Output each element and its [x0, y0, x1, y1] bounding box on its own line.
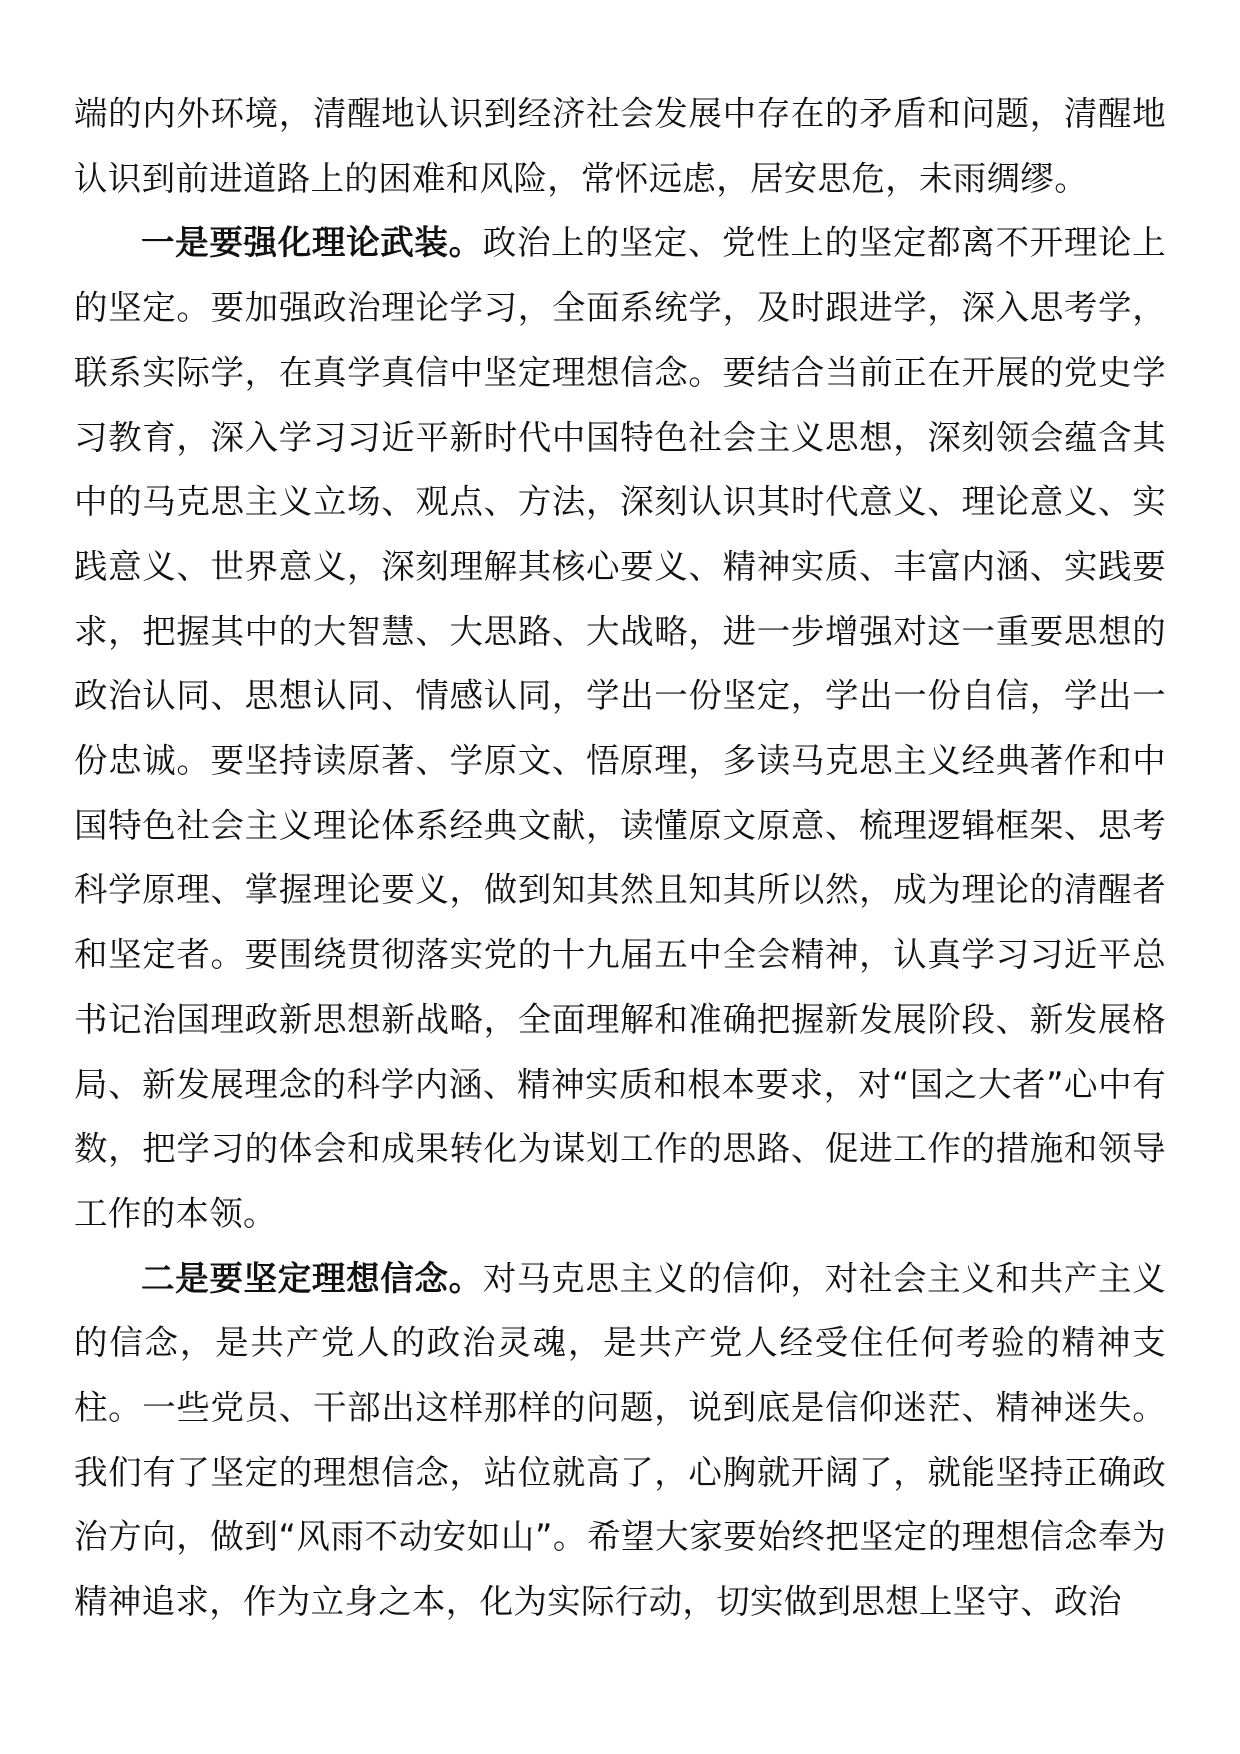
paragraph-strengthen-theory [74, 211, 1166, 1246]
document-page [74, 82, 1166, 1722]
paragraph-lead-heading: 一是要强化理论武装。 [141, 223, 483, 263]
paragraph-text: 政治上的坚定、党性上的坚定都离不开理论上的坚定。要加强政治理论学习，全面系统学，及时跟进学，深入思考学，联系实际学，在真学真信中坚定理想信念。要结合当前正在开展的党史学习教育，深入学习习近平新时代中国特色社会主义思想，深刻领会蕴含其中的马克思主义立场、观点、方法，深刻认识其时代意义、理论意义、实践意义、世界意义，深刻理解其核心要义、精神实质、丰富内涵、实践要求，把握其中的大智慧、大思路、大战略，进一步增强对这一重要思想的政治认同、思想认同、情感认同，学出一份坚定，学出一份自信，学出一份忠诚。要坚持读原著、学原文、悟原理，多读马克思主义经典著作和中国特色社会主义理论体系经典文献，读懂原文原意、梳理逻辑框架、思考科学原理、掌握理论要义，做到知其然且知其所以然，成为理论的清醒者和坚定者。要围绕贯彻落实党的十九届五中全会精神，认真学习习近平总书记治国理政新思想新战略，全面理解和准确把握新发展阶段、新发展格局、新发展理念的科学内涵、精神实质和根本要求，对“国之大者”心中有数，把学习的体会和成果转化为谋划工作的思路、促进工作的措施和领导工作的本领。 [74, 223, 1167, 1233]
paragraph-firm-ideals [74, 1247, 1166, 1635]
paragraph-lead-heading: 二是要坚定理想信念。 [141, 1258, 483, 1298]
paragraph-continuation [74, 82, 1166, 211]
paragraph-text: 端的内外环境，清醒地认识到经济社会发展中存在的矛盾和问题，清醒地认识到前进道路上的困难和风险，常怀远虑，居安思危，未雨绸缪。 [74, 94, 1166, 198]
paragraph-text: 对马克思主义的信仰，对社会主义和共产主义的信念，是共产党人的政治灵魂，是共产党人经受住任何考验的精神支柱。一些党员、干部出这样那样的问题，说到底是信仰迷茫、精神迷失。我们有了坚定的理想信念，站位就高了，心胸就开阔了，就能坚持正确政治方向，做到“风雨不动安如山”。希望大家要始终把坚定的理想信念奉为精神追求，作为立身之本，化为实际行动，切实做到思想上坚守、政治 [74, 1258, 1167, 1622]
